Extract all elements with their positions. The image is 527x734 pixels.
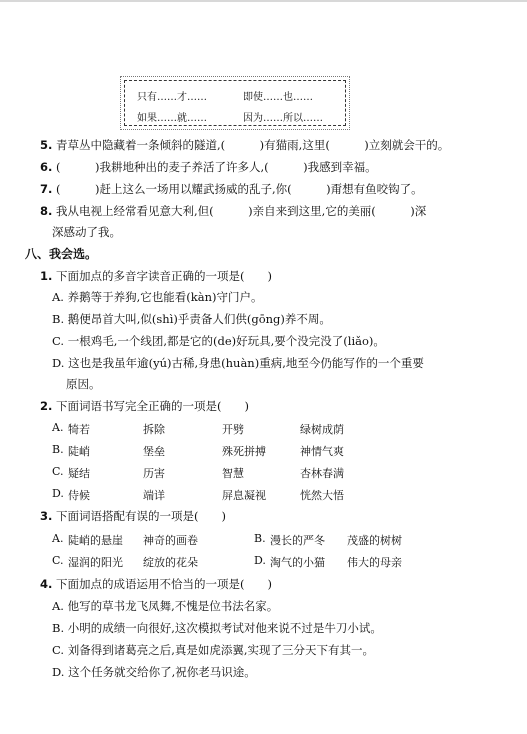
- q2-word: 陡峭: [68, 445, 90, 458]
- question-3-stem: 3. 下面词语搭配有误的一项是( ): [40, 509, 227, 523]
- fill-item-8: 8. 我从电视上经常看见意大利,但( )亲自来到这里,它的美丽( )深: [40, 204, 427, 218]
- q2-row-a-letter[interactable]: A.: [52, 421, 64, 434]
- section-title: 八、我会选。: [25, 247, 98, 261]
- q3-phrase: 神奇的画卷: [143, 534, 198, 547]
- q2-word: 侍候: [68, 489, 90, 502]
- q2-word: 绿树成荫: [300, 423, 344, 436]
- question-1-stem: 1. 下面加点的多音字读音正确的一项是( ): [40, 269, 273, 283]
- word-box-item: 因为……所以……: [243, 113, 323, 124]
- q2-word: 杏林春满: [300, 467, 344, 480]
- q3-phrase: 绽放的花朵: [143, 556, 198, 569]
- q3-phrase: 湿润的阳光: [68, 556, 123, 569]
- q2-word: 殊死拼搏: [222, 445, 266, 458]
- q3-phrase: 陡峭的悬崖: [68, 534, 123, 547]
- top-border: [0, 0, 527, 2]
- q2-word: 拆除: [143, 423, 165, 436]
- question-2-stem: 2. 下面词语书写完全正确的一项是( ): [40, 399, 250, 413]
- conjunction-word-box: [124, 80, 346, 126]
- q4-option-a[interactable]: A. 他写的草书龙飞凤舞,不愧是位书法名家。: [52, 599, 279, 613]
- q1-option-b[interactable]: B. 鹅便昂首大叫,似(shì)乎责备人们供(gōng)养不周。: [52, 312, 331, 326]
- q1-option-a[interactable]: A. 养鹅等于养狗,它也能看(kàn)守门户。: [52, 290, 263, 304]
- q2-row-c-letter[interactable]: C.: [52, 465, 64, 478]
- q2-word: 历害: [143, 467, 165, 480]
- q3-option-c-letter[interactable]: C.: [52, 554, 64, 567]
- q3-option-a-letter[interactable]: A.: [52, 532, 64, 545]
- fill-item-6: 6. ( )我耕地种出的麦子养活了许多人,( )我感到幸福。: [40, 160, 377, 174]
- q3-option-b-letter[interactable]: B.: [254, 532, 266, 545]
- q1-option-d-continuation: 原因。: [66, 377, 101, 391]
- q3-phrase: 淘气的小猫: [270, 556, 325, 569]
- q2-word: 恍然大悟: [300, 489, 344, 502]
- fill-item-8-continuation: 深感动了我。: [52, 225, 121, 239]
- q2-word: 智慧: [222, 467, 244, 480]
- q2-row-d-letter[interactable]: D.: [52, 487, 64, 500]
- q2-word: 屏息凝视: [222, 489, 266, 502]
- q4-option-d[interactable]: D. 这个任务就交给你了,祝你老马识途。: [52, 665, 256, 679]
- q2-word: 疑结: [68, 467, 90, 480]
- q1-option-c[interactable]: C. 一根鸡毛,一个线团,都是它的(de)好玩具,要个没完没了(liǎo)。: [52, 334, 385, 348]
- fill-item-5: 5. 青草丛中隐藏着一条倾斜的隧道,( )有猫雨,这里( )立刻就会干的。: [40, 138, 450, 152]
- fill-item-7: 7. ( )赶上这么一场用以耀武扬威的乱子,你( )甭想有鱼咬钩了。: [40, 182, 423, 196]
- q1-option-d[interactable]: D. 这也是我虽年逾(yú)古稀,身患(huàn)重病,地至今仍能写作的一个重要: [52, 356, 424, 370]
- q2-word: 堡垒: [143, 445, 165, 458]
- q3-phrase: 茂盛的树树: [347, 534, 402, 547]
- q4-option-c[interactable]: C. 刘备得到诸葛亮之后,真是如虎添翼,实现了三分天下有其一。: [52, 643, 375, 657]
- word-box-item: 如果……就……: [137, 113, 207, 124]
- q2-word: 神情气爽: [300, 445, 344, 458]
- q2-word: 端详: [143, 489, 165, 502]
- word-box-item: 即使……也……: [243, 92, 313, 103]
- q3-phrase: 漫长的严冬: [270, 534, 325, 547]
- q3-option-d-letter[interactable]: D.: [254, 554, 266, 567]
- q4-option-b[interactable]: B. 小明的成绩一向很好,这次模拟考试对他来说不过是牛刀小试。: [52, 621, 382, 635]
- q3-phrase: 伟大的母亲: [347, 556, 402, 569]
- q2-word: 开劈: [222, 423, 244, 436]
- q2-row-b-letter[interactable]: B.: [52, 443, 64, 456]
- question-4-stem: 4. 下面加点的成语运用不恰当的一项是( ): [40, 577, 273, 591]
- q2-word: 犄若: [68, 423, 90, 436]
- word-box-item: 只有……才……: [137, 92, 207, 103]
